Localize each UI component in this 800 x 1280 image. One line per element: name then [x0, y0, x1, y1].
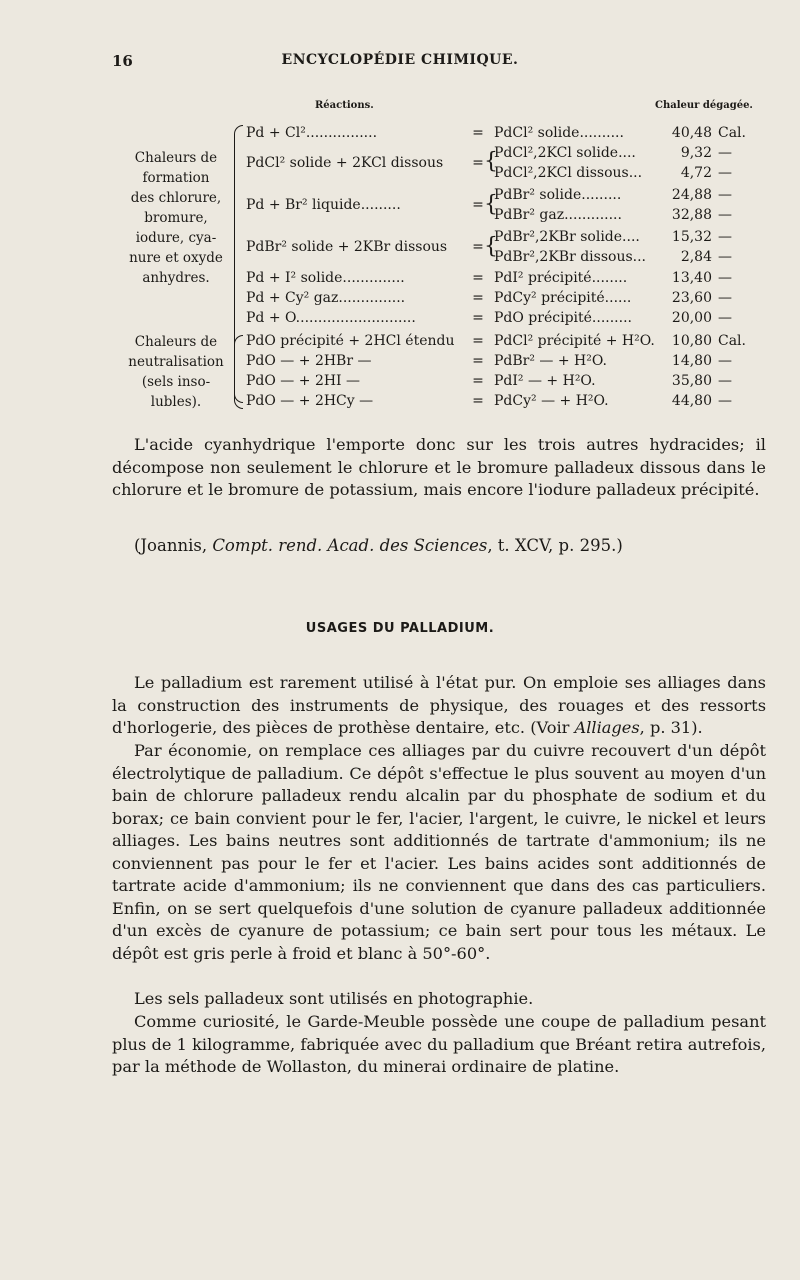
table-row: Pd + O........................... = PdO précipité......... 20,00 — — [246, 310, 732, 326]
paragraph-conclusion: L'acide cyanhydrique l'emporte donc sur les trois autres hydracides; il décompose non seulement le chlorure et le bromure palladeux dissous dans le chlorure et le bromure de potassium, mais encore l'iodure palladeux précipité. — [112, 435, 766, 499]
citation: (Joannis, Compt. rend. Acad. des Sciences, t. XCV, p. 295.) — [134, 536, 623, 555]
table-row: PdO — + 2HBr — = PdBr² — + H²O. 14,80 — — [246, 353, 732, 369]
product-brace: { — [484, 149, 498, 174]
column-header-reactions: Réactions. — [315, 100, 374, 111]
running-title: ENCYCLOPÉDIE CHIMIQUE. — [281, 52, 519, 68]
table-row: Pd + Br² liquide......... = PdBr² gaz............. 32,88 — — [246, 197, 732, 223]
table-row: PdBr² solide......... 24,88 — — [494, 187, 732, 203]
group-label-neutralisation: Chaleurs de neutralisation (sels inso- lubles). — [128, 334, 224, 410]
table-row: PdBr²,2KBr solide.... 15,32 — — [494, 229, 732, 245]
paragraph-electroplating: Par économie, on remplace ces alliages par du cuivre recouvert d'un dépôt électrolytique de palladium. Ce dépôt s'effectue le plus souvent au moyen d'un bain de chlorure palladeux rendu alcalin par du phosphate de sodium et du borax; ce bain convient pour le fer, l'acier, l'argent, le cuivre, le nickel et leurs alliages. Les bains neutres sont additionnés de tartrate d'ammonium; ils ne conviennent pas pour le fer et l'acier. Les bains acides sont additionnés de tartrate acide d'ammonium; ils ne conviennent que dans des cas particuliers. Enfin, on se sert quelquefois d'une solution de cyanure palladeux additionnée d'un excès de cyanure de potassium; ce bain sert pour tous les métaux. Le dépôt est gris perle à froid et blanc à 50°-60°. — [112, 741, 766, 963]
table-row: PdBr² solide + 2KBr dissous = PdBr²,2KBr dissous... 2,84 — — [246, 239, 732, 265]
product-brace: { — [484, 234, 498, 259]
product-brace: { — [484, 192, 498, 217]
table-row: PdO — + 2HI — = PdI² — + H²O. 35,80 — — [246, 373, 732, 389]
paragraph-photography: Les sels palladeux sont utilisés en photographie. — [134, 989, 534, 1008]
table-row: Pd + Cy² gaz............... = PdCy² précipité...... 23,60 — — [246, 290, 732, 306]
section-title: USAGES DU PALLADIUM. — [305, 621, 495, 636]
table-row: Pd + Cl²................ = PdCl² solide.......... 40,48 Cal. — [246, 125, 746, 141]
table-row: PdCl²,2KCl dissous... 4,72 — — [494, 165, 732, 181]
table-row: PdO — + 2HCy — = PdCy² — + H²O. 44,80 — — [246, 393, 732, 409]
paragraph-curiosity: Comme curiosité, le Garde-Meuble possède une coupe de palladium pesant plus de 1 kilogramme, fabriquée avec du palladium que Bréant retira autrefois, par la méthode de Wollaston, du minerai ordinaire de platine. — [112, 1012, 766, 1076]
table-row: PdO précipité + 2HCl étendu = PdCl² précipité + H²O. 10,80 Cal. — [246, 333, 746, 349]
paragraph-usages: Le palladium est rarement utilisé à l'état pur. On emploie ses alliages dans la construction des instruments de physique, des rouages et des ressorts d'horlogerie, des pièces de prothèse dentaire, etc. (Voir Alliages, p. 31). — [112, 673, 766, 737]
page-number: 16 — [112, 52, 133, 70]
group-label-formation: Chaleurs de formation des chlorure, bromure, iodure, cya- nure et oxyde anhydres. — [129, 150, 223, 286]
table-row: Pd + I² solide.............. = PdI² précipité........ 13,40 — — [246, 270, 732, 286]
column-header-heat: Chaleur dégagée. — [655, 100, 753, 111]
table-row: PdCl² solide + 2KCl dissous = PdCl²,2KCl solide.... 9,32 — — [246, 145, 732, 171]
